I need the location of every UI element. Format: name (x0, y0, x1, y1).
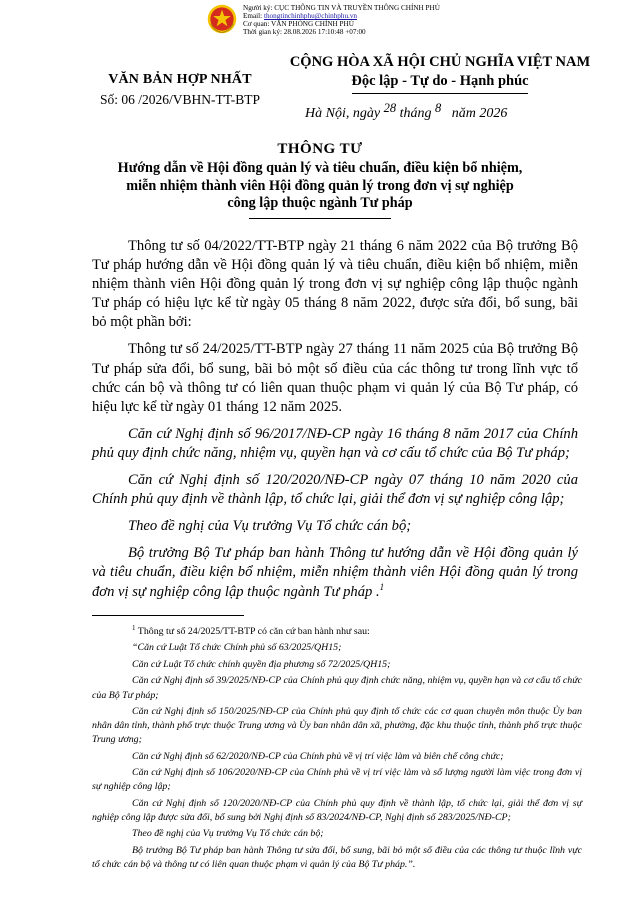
issuer-block (80, 72, 280, 108)
legal-basis-paragraph: Căn cứ Nghị định số 120/2020/NĐ-CP ngày 07 tháng 10 năm 2020 của Chính phủ quy định về thành lập, tổ chức lại, giải thể đơn vị sự nghiệp công lập; (92, 472, 578, 508)
footnote-line: Căn cứ Nghị định số 150/2025/NĐ-CP của Chính phủ quy định tổ chức các cơ quan chuyên môn thuộc Ủy ban nhân dân tỉnh, thành phố trực thuộc Trung ương và Ủy ban nhân dân xã, phường, đặc khu thuộc tỉnh, thành phố trực thuộc Trung ương; (92, 706, 582, 746)
email-line (243, 12, 440, 20)
promulgation-text: Bộ trưởng Bộ Tư pháp ban hành Thông tư hướng dẫn về Hội đồng quản lý và tiêu chuẩn, điều kiện bổ nhiệm, miễn nhiệm thành viên Hội đồng quản lý trong đơn vị sự nghiệp công lập thuộc ngành Tư pháp . (92, 545, 578, 600)
footnote-line: Căn cứ Nghị định số 62/2020/NĐ-CP của Chính phủ về vị trí việc làm và biên chế công chức; (132, 750, 504, 762)
footnote (92, 625, 582, 874)
sign-time-line (243, 28, 440, 36)
footnote-heading (92, 625, 582, 639)
subject-line: miễn nhiệm thành viên Hội đồng quản lý trong đơn vị sự nghiệp (126, 177, 514, 194)
signer-value: CỤC THÔNG TIN VÀ TRUYỀN THÔNG CHÍNH PHỦ (274, 4, 440, 12)
footnote-line: Theo đề nghị của Vụ trưởng Vụ Tổ chức cán bộ; (132, 828, 324, 840)
promulgation-paragraph (92, 544, 578, 602)
agency-line (243, 20, 440, 28)
email-link[interactable]: thongtinchinhphu@chinhphu.vn (263, 12, 358, 21)
document-subject (90, 160, 550, 213)
email-label: Email: (243, 12, 263, 21)
national-emblem-icon (207, 4, 237, 34)
footnote-separator (92, 615, 244, 616)
agency-value: VĂN PHÒNG CHÍNH PHỦ (271, 20, 354, 29)
document-title (90, 141, 550, 219)
sign-time-label: Thời gian ký: (243, 28, 282, 37)
date-month-word: tháng (399, 106, 432, 121)
motto: Độc lập - Tự do - Hạnh phúc (351, 73, 529, 89)
date-year: năm 2026 (451, 106, 508, 121)
footnote-line: Căn cứ Luật Tổ chức chính quyền địa phương số 72/2025/QH15; (132, 658, 391, 670)
footnote-line: Căn cứ Nghị định số 120/2020/NĐ-CP của Chính phủ quy định về thành lập, tổ chức lại, giải thể đơn vị sự nghiệp công lập được sửa đổi, bổ sung bởi Nghị định số 83/2024/NĐ-CP, Nghị định số 283/2025/NĐ-CP; (92, 797, 582, 823)
issuer-name: VĂN BẢN HỢP NHẤT (108, 72, 252, 87)
digital-signature-block (243, 4, 440, 36)
place-date-prefix: Hà Nội, ngày (305, 106, 381, 121)
footnote-line: “Căn cứ Luật Tổ chức Chính phủ số 63/2025/QH15; (132, 642, 342, 654)
footnote-line: Bộ trưởng Bộ Tư pháp ban hành Thông tư sửa đổi, bổ sung, bãi bỏ một số điều của các thông tư thuộc lĩnh vực tổ chức cán bộ và thông tư có liên quan thuộc phạm vi quản lý của Bộ Tư pháp.”. (92, 844, 582, 870)
title-underline (249, 218, 391, 219)
footnote-heading-text: Thông tư số 24/2025/TT-BTP có căn cứ ban hành như sau: (137, 626, 370, 637)
subject-line: Hướng dẫn về Hội đồng quản lý và tiêu chuẩn, điều kiện bổ nhiệm, (117, 160, 523, 176)
national-heading (270, 54, 610, 94)
body-paragraph: Thông tư số 24/2025/TT-BTP ngày 27 tháng 11 năm 2025 của Bộ trưởng Bộ Tư pháp sửa đổi, bổ sung, bãi bỏ một số điều của các thông tư trong lĩnh vực tổ chức cán bộ và thông tư có liên quan thuộc phạm vi quản lý của Bộ Tư pháp, có hiệu lực kể từ ngày 01 tháng 12 năm 2025. (92, 341, 578, 415)
legal-basis-paragraph: Căn cứ Nghị định số 96/2017/NĐ-CP ngày 16 tháng 8 năm 2017 của Chính phủ quy định chức năng, nhiệm vụ, quyền hạn và cơ cấu tổ chức của Bộ Tư pháp; (92, 425, 578, 461)
footnote-mark: 1 (132, 624, 136, 632)
footnote-reference[interactable]: 1 (379, 581, 385, 592)
signer-line (243, 4, 440, 12)
date-month: 8 (434, 101, 442, 115)
place-date (305, 101, 508, 122)
sign-time-value: 28.08.2026 17:10:48 +07:00 (283, 28, 366, 37)
document-number: Số: 06 /2026/VBHN-TT-BTP (99, 92, 261, 107)
body-paragraph: Thông tư số 04/2022/TT-BTP ngày 21 tháng 6 năm 2022 của Bộ trưởng Bộ Tư pháp hướng dẫn về Hội đồng quản lý và tiêu chuẩn, điều kiện bổ nhiệm, miễn nhiệm thành viên Hội đồng quản lý trong đơn vị sự nghiệp công lập thuộc ngành Tư pháp có hiệu lực kể từ ngày 05 tháng 8 năm 2022, được sửa đổi, bổ sung, bãi bỏ một phần bởi: (92, 238, 578, 331)
footnote-line: Căn cứ Nghị định số 106/2020/NĐ-CP của Chính phủ về vị trí việc làm và số lượng người làm việc trong đơn vị sự nghiệp công lập; (92, 767, 582, 793)
footnote-line: Căn cứ Nghị định số 39/2025/NĐ-CP của Chính phủ quy định chức năng, nhiệm vụ, quyền hạn và cơ cấu tổ chức của Bộ Tư pháp; (92, 675, 582, 701)
document-type: THÔNG TƯ (277, 141, 363, 157)
agency-label: Cơ quan: (243, 20, 270, 29)
document-body (92, 237, 578, 611)
subject-line: công lập thuộc ngành Tư pháp (227, 195, 413, 211)
date-day: 28 (383, 101, 397, 115)
nation-name: CỘNG HÒA XÃ HỘI CHỦ NGHĨA VIỆT NAM (289, 54, 591, 70)
motto-underline (352, 93, 528, 94)
signer-label: Người ký: (243, 4, 273, 12)
proposal-paragraph: Theo đề nghị của Vụ trưởng Vụ Tổ chức cán bộ; (128, 518, 412, 535)
